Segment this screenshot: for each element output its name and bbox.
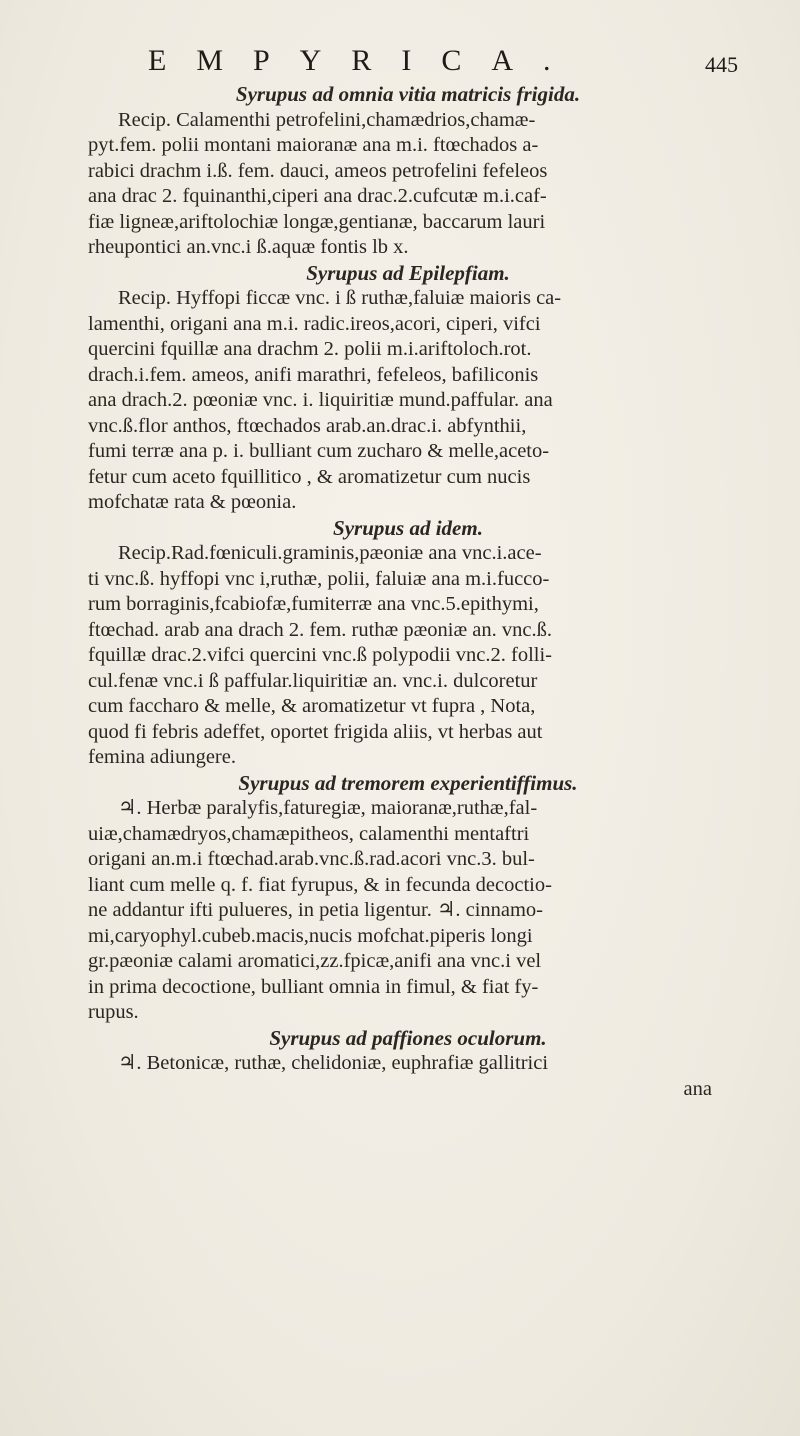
text-line: fetur cum aceto fquillitico , & aromatizetur cum nucis	[88, 465, 531, 488]
text-line: lamenthi, origani ana m.i. radic.ireos,acori, ciperi, vifci	[88, 312, 541, 335]
text-line: rheupontici an.vnc.i ß.aquæ fontis lb x.	[88, 236, 409, 258]
text-line: vnc.ß.flor anthos, ftœchados arab.an.drac.i. abfynthii,	[88, 414, 527, 437]
text-line: quercini fquillæ ana drachm 2. polii m.i.ariftoloch.rot.	[88, 338, 532, 360]
text-line: fquillæ drac.2.vifci quercini vnc.ß polypodii vnc.2. folli-	[88, 644, 552, 666]
text-line: liant cum melle q. f. fiat fyrupus, & in fecunda decoctio-	[88, 873, 552, 896]
text-line: in prima decoctione, bulliant omnia in fimul, & fiat fy-	[88, 975, 539, 998]
text-line: cul.fenæ vnc.i ß paffular.liquiritiæ an. vnc.i. dulcoretur	[88, 669, 538, 692]
text-line: ftœchad. arab ana drach 2. fem. ruthæ pæoniæ an. vnc.ß.	[88, 618, 552, 641]
section-heading: Syrupus ad omnia vitia matricis frigida.	[235, 82, 581, 106]
text-line: ana drach.2. pœoniæ vnc. i. liquiritiæ mund.paffular. ana	[88, 389, 553, 411]
page-header	[0, 44, 800, 84]
text-line: ana drac 2. fquinanthi,ciperi ana drac.2.cufcutæ m.i.caf-	[88, 185, 547, 207]
section-heading: Syrupus ad paffiones oculorum.	[269, 1025, 547, 1050]
text-line: uiæ,chamædryos,chamæpitheos, calamenthi mentaftri	[88, 822, 530, 845]
running-head: EMPYRICA.	[148, 44, 581, 77]
text-line: Recip. Hyffopi ficcæ vnc. i ß ruthæ,faluiæ maioris ca-	[118, 287, 562, 309]
text-line: ne addantur ifti pulueres, in petia ligentur. ♃. cinnamo-	[88, 899, 544, 921]
text-line: drach.i.fem. ameos, anifi marathri, fefeleos, bafiliconis	[88, 363, 539, 386]
text-line: femina adiungere.	[88, 746, 236, 768]
section-heading: Syrupus ad tremorem experientiffimus.	[238, 770, 578, 795]
text-line: rabici drachm i.ß. fem. dauci, ameos petrofelini fefeleos	[88, 159, 548, 182]
catchword: ana	[683, 1077, 712, 1100]
section-heading: Syrupus ad Epilepfiam.	[306, 260, 510, 285]
text-line: fumi terræ ana p. i. bulliant cum zucharo & melle,aceto-	[88, 440, 550, 462]
text-line: ♃. Betonicæ, ruthæ, chelidoniæ, euphrafiæ gallitrici	[118, 1052, 549, 1074]
text-line: quod fi febris adeffet, oportet frigida aliis, vt herbas aut	[88, 720, 543, 743]
text-line: origani an.m.i ftœchad.arab.vnc.ß.rad.acori vnc.3. bul-	[88, 848, 535, 870]
text-line: ♃. Herbæ paralyfis,faturegiæ, maioranæ,ruthæ,fal-	[118, 797, 538, 819]
text-line: mofchatæ rata & pœonia.	[88, 491, 297, 513]
text-line: rupus.	[88, 1001, 139, 1023]
text-line: cum faccharo & melle, & aromatizetur vt fupra , Nota,	[88, 695, 536, 717]
text-line: ti vnc.ß. hyffopi vnc i,ruthæ, polii, faluiæ ana m.i.fucco-	[88, 567, 550, 590]
text-line: Recip.Rad.fœniculi.graminis,pæoniæ ana vnc.i.ace-	[118, 542, 542, 564]
text-block	[88, 82, 728, 1102]
text-line: pyt.fem. polii montani maioranæ ana m.i. ftœchados a-	[88, 134, 539, 156]
text-line: fiæ ligneæ,ariftolochiæ longæ,gentianæ, baccarum lauri	[88, 210, 546, 233]
text-line: rum borraginis,fcabiofæ,fumiterræ ana vnc.5.epithymi,	[88, 593, 539, 615]
text-line: mi,caryophyl.cubeb.macis,nucis mofchat.piperis longi	[88, 924, 533, 947]
section-heading: Syrupus ad idem.	[333, 515, 483, 540]
text-line: gr.pæoniæ calami aromatici,zz.fpicæ,anifi ana vnc.i vel	[88, 950, 542, 972]
text-line: Recip. Calamenthi petrofelini,chamædrios,chamæ-	[118, 108, 536, 131]
page-number: 445	[705, 52, 738, 77]
